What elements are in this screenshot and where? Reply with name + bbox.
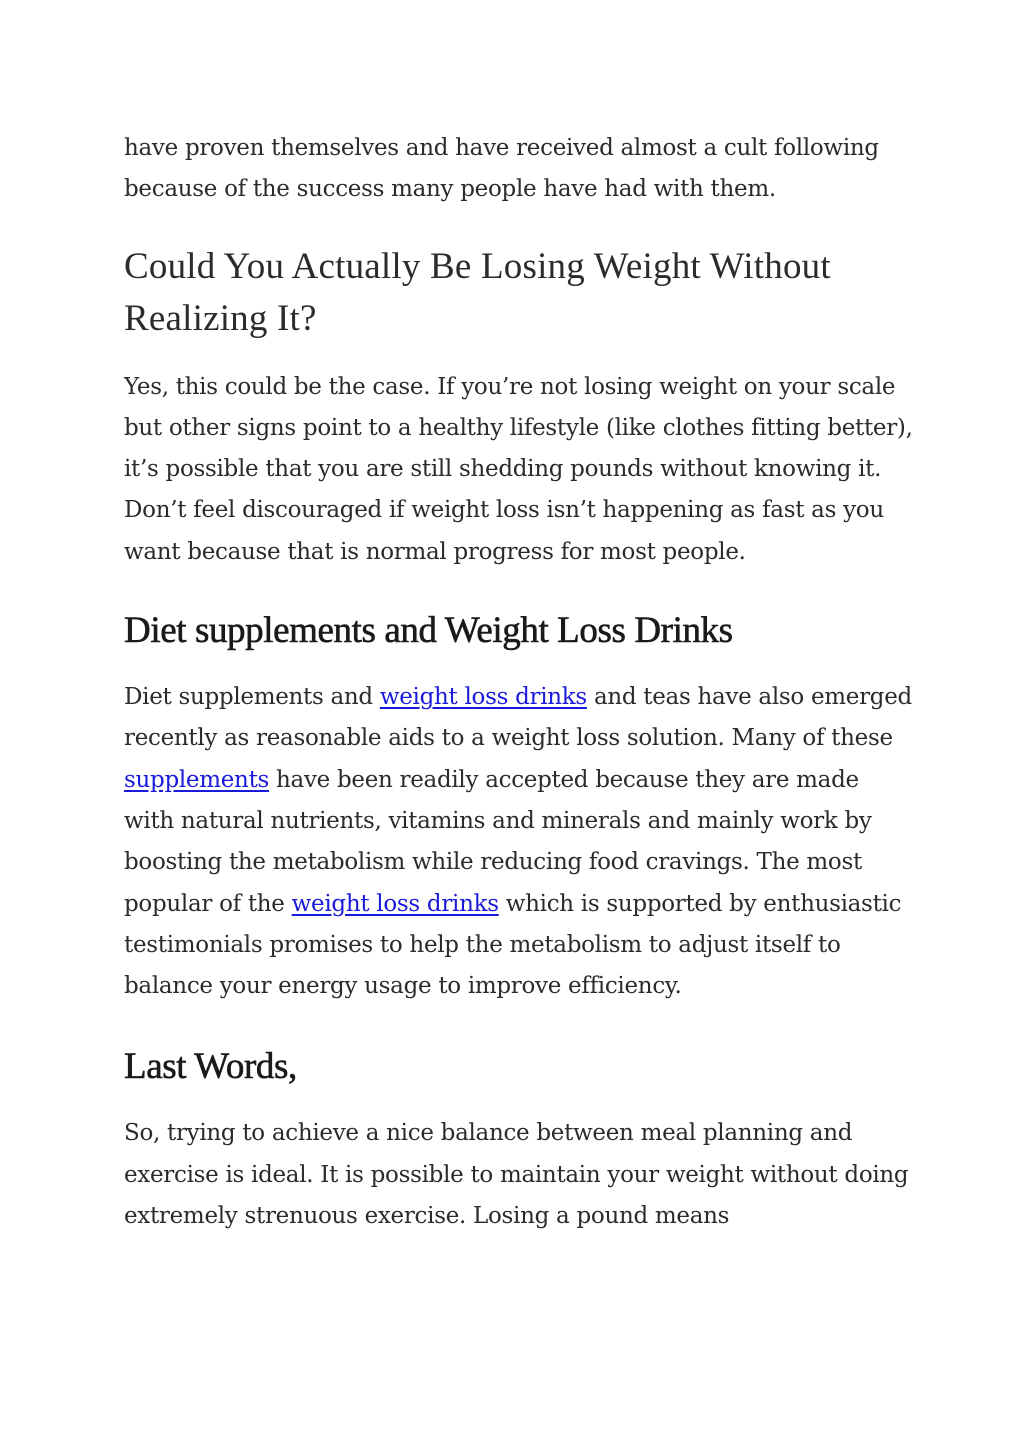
section-heading-diet-supplements: Diet supplements and Weight Loss Drinks [124, 610, 733, 652]
section-realizing-paragraph: Yes, this could be the case. If you’re not losing weight on your scale but other signs point to a healthy lifestyle (like clothes fitting better), it’s possible that you are still shedding pounds without knowing it. Don’t feel discouraged if weight loss isn’t happening as fast as you want because that is normal progress for most people. [124, 373, 913, 565]
text-run: and teas have also emerged recently as reasonable aids to a weight loss solution. Many of these [124, 684, 912, 752]
text-run: which is supported by enthusiastic testimonials promises to help the metabolism to adjust itself to balance your energy usage to improve efficiency. [124, 890, 902, 1000]
section-heading-realizing: Could You Actually Be Losing Weight Without Realizing It? [124, 245, 831, 339]
supplements-link[interactable]: supplements [124, 766, 270, 793]
intro-paragraph: have proven themselves and have received almost a cult following because of the success many people have had with them. [124, 135, 879, 203]
text-run: Diet supplements and [124, 684, 380, 711]
section-heading-last-words: Last Words, [124, 1046, 297, 1088]
weight-loss-drinks-link[interactable]: weight loss drinks [379, 684, 587, 711]
text-run: have been readily accepted because they are made with natural nutrients, vitamins and minerals and mainly work by boosting the metabolism while reducing food cravings. The most popular of the [124, 766, 872, 917]
weight-loss-drinks-link-2[interactable]: weight loss drinks [291, 890, 499, 917]
section-last-words-paragraph: So, trying to achieve a nice balance between meal planning and exercise is ideal. It is possible to maintain your weight without doing extremely strenuous exercise. Losing a pound means [124, 1120, 909, 1230]
document-page [124, 128, 914, 1237]
section-diet-paragraph [124, 677, 914, 1007]
